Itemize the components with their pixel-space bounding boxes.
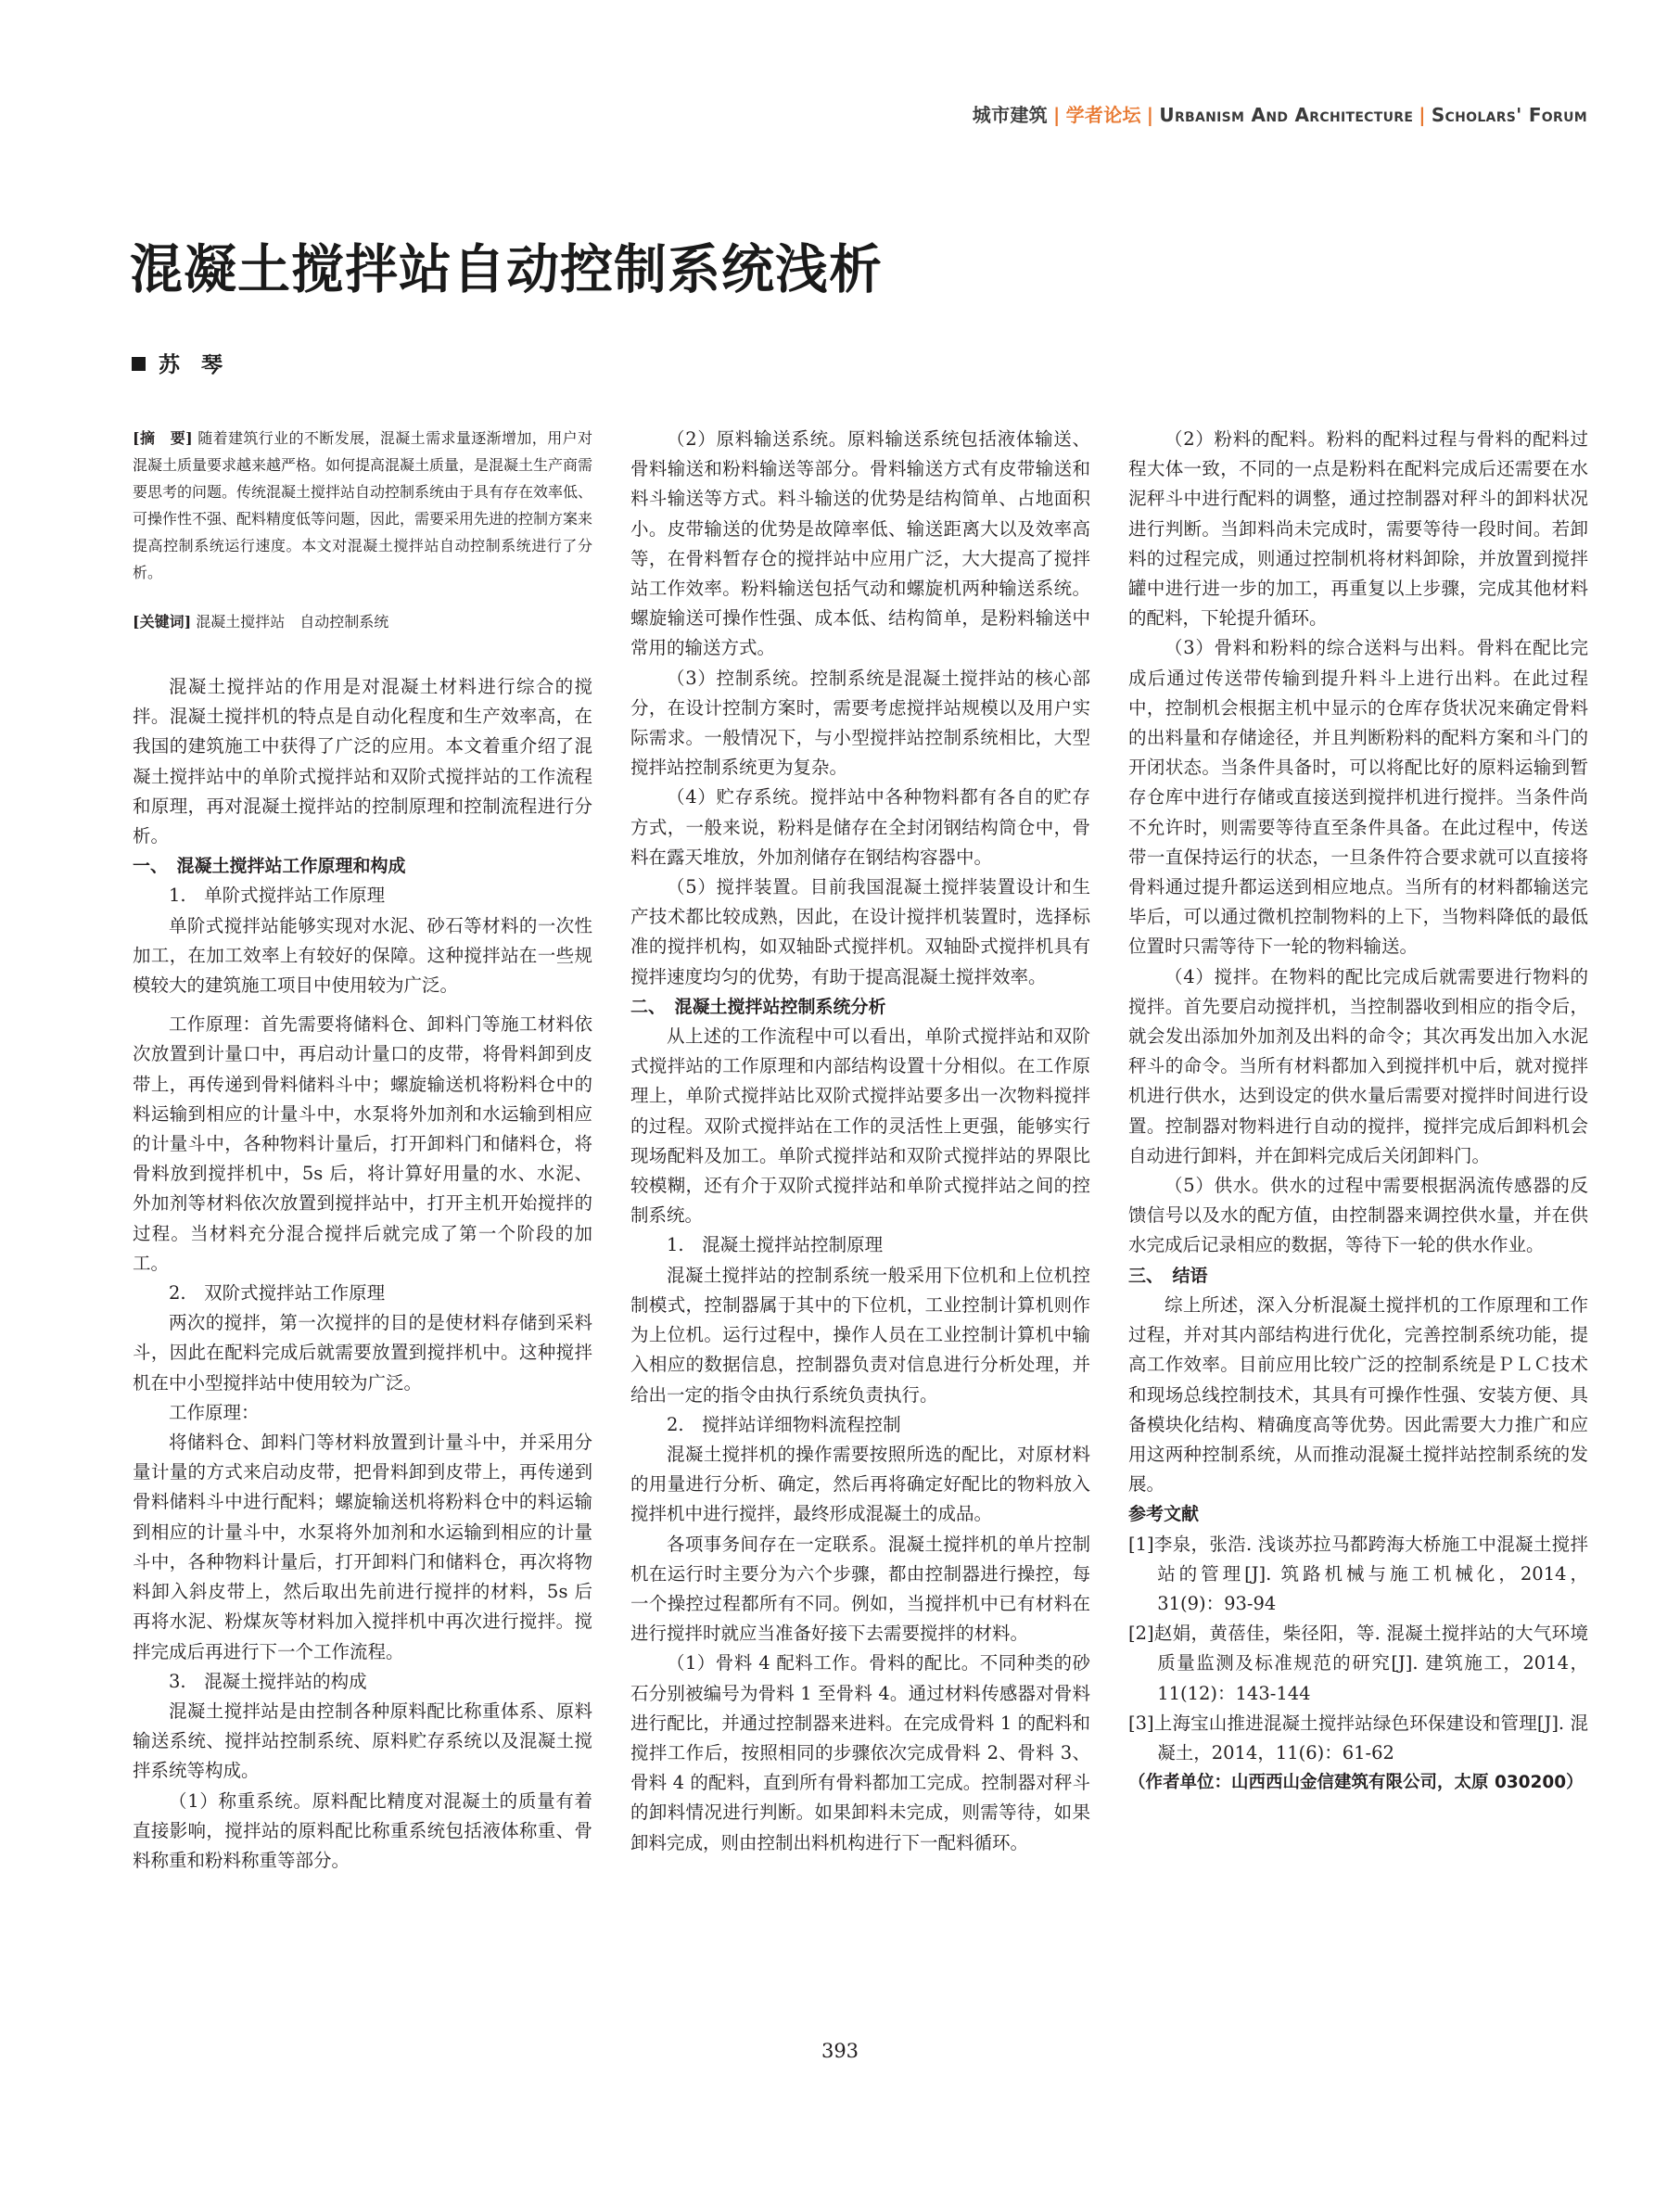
keywords-label: [关键词]	[133, 613, 192, 630]
subsection-heading: 1. 单阶式搅拌站工作原理	[169, 885, 386, 907]
paragraph: 混凝土搅拌站的控制系统一般采用下位机和上位机控制模式，控制器属于其中的下位机，工业控制计算机则作为上位机。运行过程中，操作人员在工业控制计算机中输入相应的数据信息，控制器负责对信息进行分析处理，并给出一定的指令由执行系统负责执行。	[630, 1264, 1090, 1406]
subsection-heading: 2. 双阶式搅拌站工作原理	[169, 1282, 386, 1305]
paragraph: 混凝土搅拌机的操作需要按照所选的配比，对原材料的用量进行分析、确定，然后再将确定好配比的物料放入搅拌机中进行搅拌，最终形成混凝土的成品。	[630, 1443, 1090, 1525]
square-bullet-icon	[132, 357, 146, 371]
page-number: 393	[821, 2040, 859, 2062]
abstract	[133, 425, 592, 586]
section-name-cn: 学者论坛	[1065, 104, 1141, 126]
paragraph: 各项事务间存在一定联系。混凝土搅拌机的单片控制机在运行时主要分为六个步骤，都由控制器进行操控，每一个操控过程都所有不同。例如，当搅拌机中已有材料在进行搅拌时就应当准备好接下去需要搅拌的材料。	[630, 1533, 1090, 1645]
column-2	[630, 425, 1090, 1858]
abstract-text: 随着建筑行业的不断发展，混凝土需求量逐渐增加，用户对混凝土质量要求越来越严格。如何提高混凝土质量，是混凝土生产商需要思考的问题。传统混凝土搅拌站自动控制系统由于具有存在效率低、可操作性不强、配料精度低等问题，因此，需要采用先进的控制方案来提高控制系统运行速度。本文对混凝土搅拌站自动控制系统进行了分析。	[133, 429, 593, 581]
subsection-heading: 3. 混凝土搅拌站的构成	[169, 1670, 367, 1692]
author-affiliation: （作者单位：山西西山金信建筑有限公司，太原 030200）	[1128, 1773, 1584, 1793]
column-1	[133, 425, 592, 1876]
article-title: 混凝土搅拌站自动控制系统浅析	[130, 239, 883, 300]
paragraph: 将储料仓、卸料门等材料放置到计量斗中，并采用分量计量的方式来启动皮带，把骨料卸到皮带上，再传递到骨料储料斗中进行配料；螺旋输送机将粉料仓中的料运输到相应的计量斗中，水泵将外加剂和水运输到相应的计量斗中，各种物料计量后，打开卸料门和储料仓，再次将物料卸入斜皮带上，然后取出先前进行搅拌的材料，5s 后再将水泥、粉煤灰等材料加入搅拌机中再次进行搅拌。搅拌完成后再进行下一个工作流程。	[133, 1432, 592, 1662]
section-heading: 一、 混凝土搅拌站工作原理和构成	[133, 856, 406, 877]
paragraph: （4）搅拌。在物料的配比完成后就需要进行物料的搅拌。首先要启动搅拌机，当控制器收到相应的指令后，就会发出添加外加剂及出料的命令；其次再发出加入水泥秤斗的命令。当所有材料都加入到搅拌机中后，就对搅拌机进行供水，达到设定的供水量后需要对搅拌时间进行设置。控制器对物料进行自动的搅拌，搅拌完成后卸料机会自动进行卸料，并在卸料完成后关闭卸料门。	[1128, 965, 1588, 1166]
paragraph: 从上述的工作流程中可以看出，单阶式搅拌站和双阶式搅拌站的工作原理和内部结构设置十分相似。在工作原理上，单阶式搅拌站比双阶式搅拌站要多出一次物料搅拌的过程。双阶式搅拌站在工作的灵活性上更强，能够实行现场配料及加工。单阶式搅拌站和双阶式搅拌站的界限比较模糊，还有介于双阶式搅拌站和单阶式搅拌站之间的控制系统。	[630, 1025, 1090, 1227]
reference-item: [2]赵娟，黄蓓佳，柴径阳，等. 混凝土搅拌站的大气环境质量监测及标准规范的研究[J]. 建筑施工，2014，11(12)：143-144	[1128, 1623, 1588, 1704]
subsection-heading: 1. 混凝土搅拌站控制原理	[667, 1234, 884, 1256]
header-separator: |	[1052, 104, 1061, 126]
section-heading: 三、 结语	[1128, 1265, 1208, 1286]
keywords-text: 混凝土搅拌站 自动控制系统	[196, 613, 389, 630]
keywords	[133, 608, 592, 635]
paragraph: 综上所述，深入分析混凝土搅拌机的工作原理和工作过程，并对其内部结构进行优化，完善控制系统功能，提高工作效率。目前应用比较广泛的控制系统是ＰＬＣ技术和现场总线控制技术，其具有可操作性强、安装方便、具备模块化结构、精确度高等优势。因此需要大力推广和应用这两种控制系统，从而推动混凝土搅拌站控制系统的发展。	[1128, 1293, 1588, 1496]
reference-item: [1]李泉，张浩. 浅谈苏拉马都跨海大桥施工中混凝土搅拌站的管理[J]. 筑路机械与施工机械化，2014，31(9)：93-94	[1128, 1533, 1588, 1614]
paragraph: 混凝土搅拌站的作用是对混凝土材料进行综合的搅拌。混凝土搅拌机的特点是自动化程度和生产效率高，在我国的建筑施工中获得了广泛的应用。本文着重介绍了混凝土搅拌站中的单阶式搅拌站和双阶式搅拌站的工作流程和原理，再对混凝土搅拌站的控制原理和控制流程进行分析。	[133, 676, 592, 847]
paragraph: 混凝土搅拌站是由控制各种原料配比称重体系、原料输送系统、搅拌站控制系统、原料贮存系统以及混凝土搅拌系统等构成。	[133, 1700, 592, 1782]
paragraph: 两次的搅拌，第一次搅拌的目的是使材料存储到采料斗，因此在配料完成后就需要放置到搅拌机中。这种搅拌机在中小型搅拌站中使用较为广泛。	[133, 1312, 592, 1394]
paragraph: （1）骨料 4 配料工作。骨料的配比。不同种类的砂石分别被编号为骨料 1 至骨料 4。通过材料传感器对骨料进行配比，并通过控制器来进料。在完成骨料 1 的配料和搅拌工作后，按照相同的步骤依次完成骨料 2、骨料 3、骨料 4 的配料，直到所有骨料都加工完成。控制器对秤斗的卸料情况进行判断。如果卸料未完成，则需等待，如果卸料完成，则由控制出料机构进行下一配料循环。	[630, 1652, 1090, 1853]
subsection-heading: 2. 搅拌站详细物料流程控制	[667, 1413, 901, 1435]
journal-name-cn: 城市建筑	[972, 104, 1048, 126]
section-heading: 二、 混凝土搅拌站控制系统分析	[630, 996, 886, 1017]
abstract-label: [摘 要]	[133, 429, 193, 447]
paragraph: （3）骨料和粉料的综合送料与出料。骨料在配比完成后通过传送带传输到提升料斗上进行出料。在此过程中，控制机会根据主机中显示的仓库存货状况来确定骨料的出料量和存储途径，并且判断粉料的配料方案和斗门的开闭状态。当条件具备时，可以将配比好的原料运输到暂存仓库中进行存储或直接送到搅拌机进行搅拌。当条件尚不允许时，则需要等待直至条件具备。在此过程中，传送带一直保持运行的状态，一旦条件符合要求就可以直接将骨料通过提升都运送到相应地点。当所有的材料都输送完毕后，可以通过微机控制物料的上下，当物料降低的最低位置时只需等待下一轮的物料输送。	[1128, 637, 1588, 958]
header-separator: |	[1146, 104, 1154, 126]
paragraph: （2）原料输送系统。原料输送系统包括液体输送、骨料输送和粉料输送等部分。骨料输送方式有皮带输送和料斗输送等方式。料斗输送的优势是结构简单、占地面积小。皮带输送的优势是故障率低、输送距离大以及效率高等，在骨料暂存仓的搅拌站中应用广泛，大大提高了搅拌站工作效率。粉料输送包括气动和螺旋机两种输送系统。螺旋输送可操作性强、成本低、结构简单，是粉料输送中常用的输送方式。	[630, 428, 1090, 659]
paragraph: （1）称重系统。原料配比精度对混凝土的质量有着直接影响，搅拌站的原料配比称重系统包括液体称重、骨料称重和粉料称重等部分。	[133, 1789, 592, 1871]
paragraph: （2）粉料的配料。粉料的配料过程与骨料的配料过程大体一致，不同的一点是粉料在配料完成后还需要在水泥秤斗中进行配料的调整，通过控制器对秤斗的卸料状况进行判断。当卸料尚未完成时，需要等待一段时间。若卸料的过程完成，则通过控制机将材料卸除，并放置到搅拌罐中进行进一步的加工，再重复以上步骤，完成其他材料的配料，下轮提升循环。	[1128, 428, 1588, 630]
paragraph: 工作原理：首先需要将储料仓、卸料门等施工材料依次放置到计量口中，再启动计量口的皮带，将骨料卸到皮带上，再传递到骨料储料斗中；螺旋输送机将粉料仓中的料运输到相应的计量斗中，水泵将外加剂和水运输到相应的计量斗中，各种物料计量后，打开卸料门和储料仓，将骨料放到搅拌机中，5s 后，将计算好用量的水、水泥、外加剂等材料依次放置到搅拌站中，打开主机开始搅拌的过程。当材料充分混合搅拌后就完成了第一个阶段的加工。	[133, 1013, 592, 1274]
journal-name-en: Urbanism And Architecture	[1159, 104, 1414, 126]
paragraph: （4）贮存系统。搅拌站中各种物料都有各自的贮存方式，一般来说，粉料是储存在全封闭钢结构筒仓中，骨料在露天堆放，外加剂储存在钢结构容器中。	[630, 786, 1090, 868]
paragraph: （3）控制系统。控制系统是混凝土搅拌站的核心部分，在设计控制方案时，需要考虑搅拌站规模以及用户实际需求。一般情况下，与小型搅拌站控制系统相比，大型搅拌站控制系统更为复杂。	[630, 667, 1090, 779]
author-name: 苏 琴	[159, 353, 223, 377]
author-line	[132, 348, 223, 378]
running-header	[973, 100, 1587, 127]
section-name-en: Scholars' Forum	[1431, 104, 1587, 126]
paragraph: 单阶式搅拌站能够实现对水泥、砂石等材料的一次性加工，在加工效率上有较好的保障。这种搅拌站在一些规模较大的建筑施工项目中使用较为广泛。	[133, 914, 592, 997]
paragraph: 工作原理：	[169, 1401, 260, 1423]
column-3	[1128, 425, 1588, 1798]
paragraph: （5）搅拌装置。目前我国混凝土搅拌装置设计和生产技术都比较成熟，因此，在设计搅拌机装置时，选择标准的搅拌机构，如双轴卧式搅拌机。双轴卧式搅拌机具有搅拌速度均匀的优势，有助于提高混凝土搅拌效率。	[630, 876, 1090, 987]
reference-item: [3]上海宝山推进混凝土搅拌站绿色环保建设和管理[J]. 混凝土，2014，11(6)：61-62	[1128, 1712, 1588, 1763]
references-heading: 参考文献	[1128, 1504, 1200, 1525]
header-separator: |	[1419, 104, 1426, 126]
paragraph: （5）供水。供水的过程中需要根据涡流传感器的反馈信号以及水的配方值，由控制器来调控供水量，并在供水完成后记录相应的数据，等待下一轮的供水作业。	[1128, 1175, 1588, 1256]
